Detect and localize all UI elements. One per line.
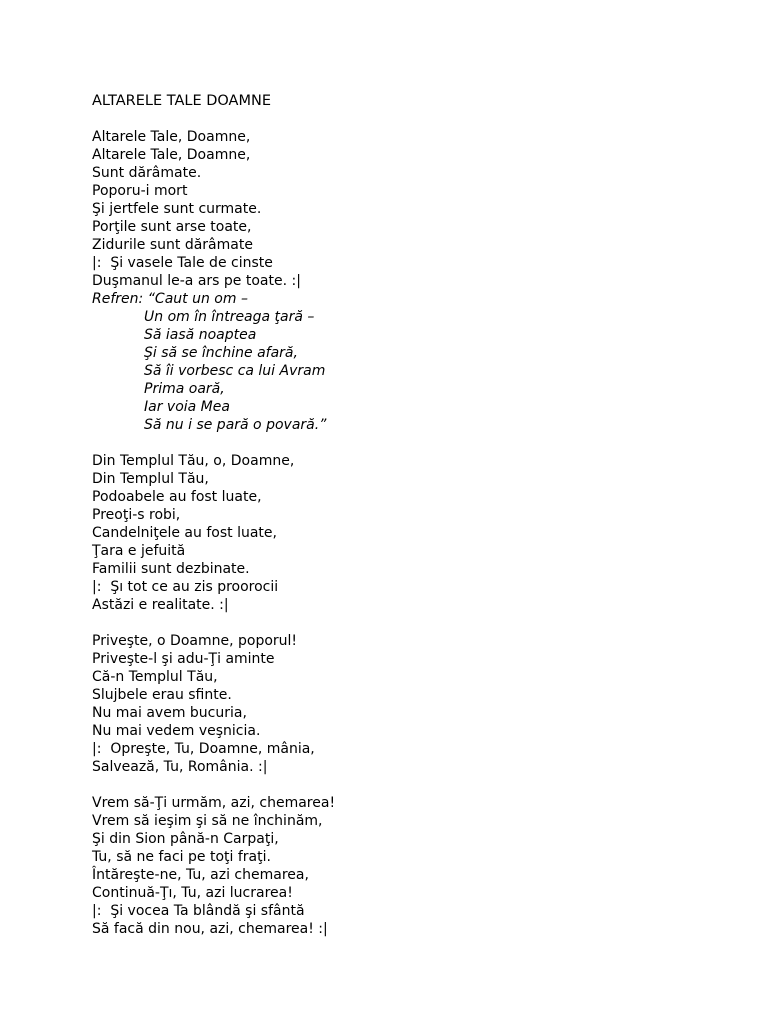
verse-line: Astăzi e realitate. :| xyxy=(92,597,229,613)
verse-line: Duşmanul le-a ars pe toate. :| xyxy=(92,273,301,289)
verse-line: Din Templul Tău, xyxy=(92,471,209,487)
verse-line: Sunt dărâmate. xyxy=(92,165,202,181)
verse-line: Din Templul Tău, o, Doamne, xyxy=(92,453,295,469)
stanza-gap xyxy=(92,434,732,452)
verse-line: Nu mai vedem veşnicia. xyxy=(92,723,261,739)
refrain-line: Şi să se închine afară, xyxy=(144,345,298,361)
document-title: ALTARELE TALE DOAMNE xyxy=(92,93,271,109)
verse-line: |: Şi vasele Tale de cinste xyxy=(92,255,273,271)
verse-line: |: Şi vocea Ta blândă şi sfântă xyxy=(92,903,305,919)
refrain-line: Să iasă noaptea xyxy=(144,327,257,343)
verse-line: Continuă-Ţı, Tu, azi lucrarea! xyxy=(92,885,293,901)
refrain-line: Prima oară, xyxy=(144,381,225,397)
verse-line: Altarele Tale, Doamne, xyxy=(92,129,251,145)
verse-line: Slujbele erau sfinte. xyxy=(92,687,232,703)
verse-line: |: Opreşte, Tu, Doamne, mânia, xyxy=(92,741,315,757)
refrain-line: Să nu i se pară o povară.” xyxy=(144,417,327,433)
verse-line: Vrem să ieşim şi să ne închinăm, xyxy=(92,813,323,829)
verse-line: Nu mai avem bucuria, xyxy=(92,705,247,721)
verse-line: Preoţi-s robi, xyxy=(92,507,181,523)
verse-line: Priveşte-l şi adu-Ţi aminte xyxy=(92,651,275,667)
verse-line: Şi jertfele sunt curmate. xyxy=(92,201,262,217)
verse-line: Priveşte, o Doamne, poporul! xyxy=(92,633,298,649)
verse-line: Podoabele au fost luate, xyxy=(92,489,262,505)
document-page xyxy=(92,92,732,938)
verse-line: Să facă din nou, azi, chemarea! :| xyxy=(92,921,328,937)
verse-line: Salvează, Tu, România. :| xyxy=(92,759,268,775)
verse-line: Poporu-i mort xyxy=(92,183,188,199)
verse-line: Familii sunt dezbinate. xyxy=(92,561,250,577)
verse-line: Că-n Templul Tău, xyxy=(92,669,218,685)
refrain-label: Refren: “Caut un om – xyxy=(92,291,248,307)
stanza-gap xyxy=(92,614,732,632)
verse-line: Vrem să-Ţi urmăm, azi, chemarea! xyxy=(92,795,336,811)
refrain-line: Un om în întreaga ţară – xyxy=(144,309,315,325)
verse-line: Tu, să ne faci pe toţi fraţi. xyxy=(92,849,271,865)
stanza-3 xyxy=(92,632,732,776)
verse-line: Porţile sunt arse toate, xyxy=(92,219,252,235)
verse-line: Şi din Sion până-n Carpaţi, xyxy=(92,831,279,847)
verse-line: |: Şı tot ce au zis proorocii xyxy=(92,579,279,595)
stanza-gap xyxy=(92,776,732,794)
verse-line: Ţara e jefuită xyxy=(92,543,186,559)
refrain-line: Iar voia Mea xyxy=(144,399,230,415)
refrain-line: Să îi vorbesc ca lui Avram xyxy=(144,363,326,379)
verse-line: Altarele Tale, Doamne, xyxy=(92,147,251,163)
verse-line: Întăreşte-ne, Tu, azi chemarea, xyxy=(92,867,309,883)
stanza-2 xyxy=(92,452,732,614)
stanza-4 xyxy=(92,794,732,938)
verse-line: Candelniţele au fost luate, xyxy=(92,525,277,541)
stanza-1 xyxy=(92,128,732,290)
refrain xyxy=(92,290,732,434)
verse-line: Zidurile sunt dărâmate xyxy=(92,237,253,253)
